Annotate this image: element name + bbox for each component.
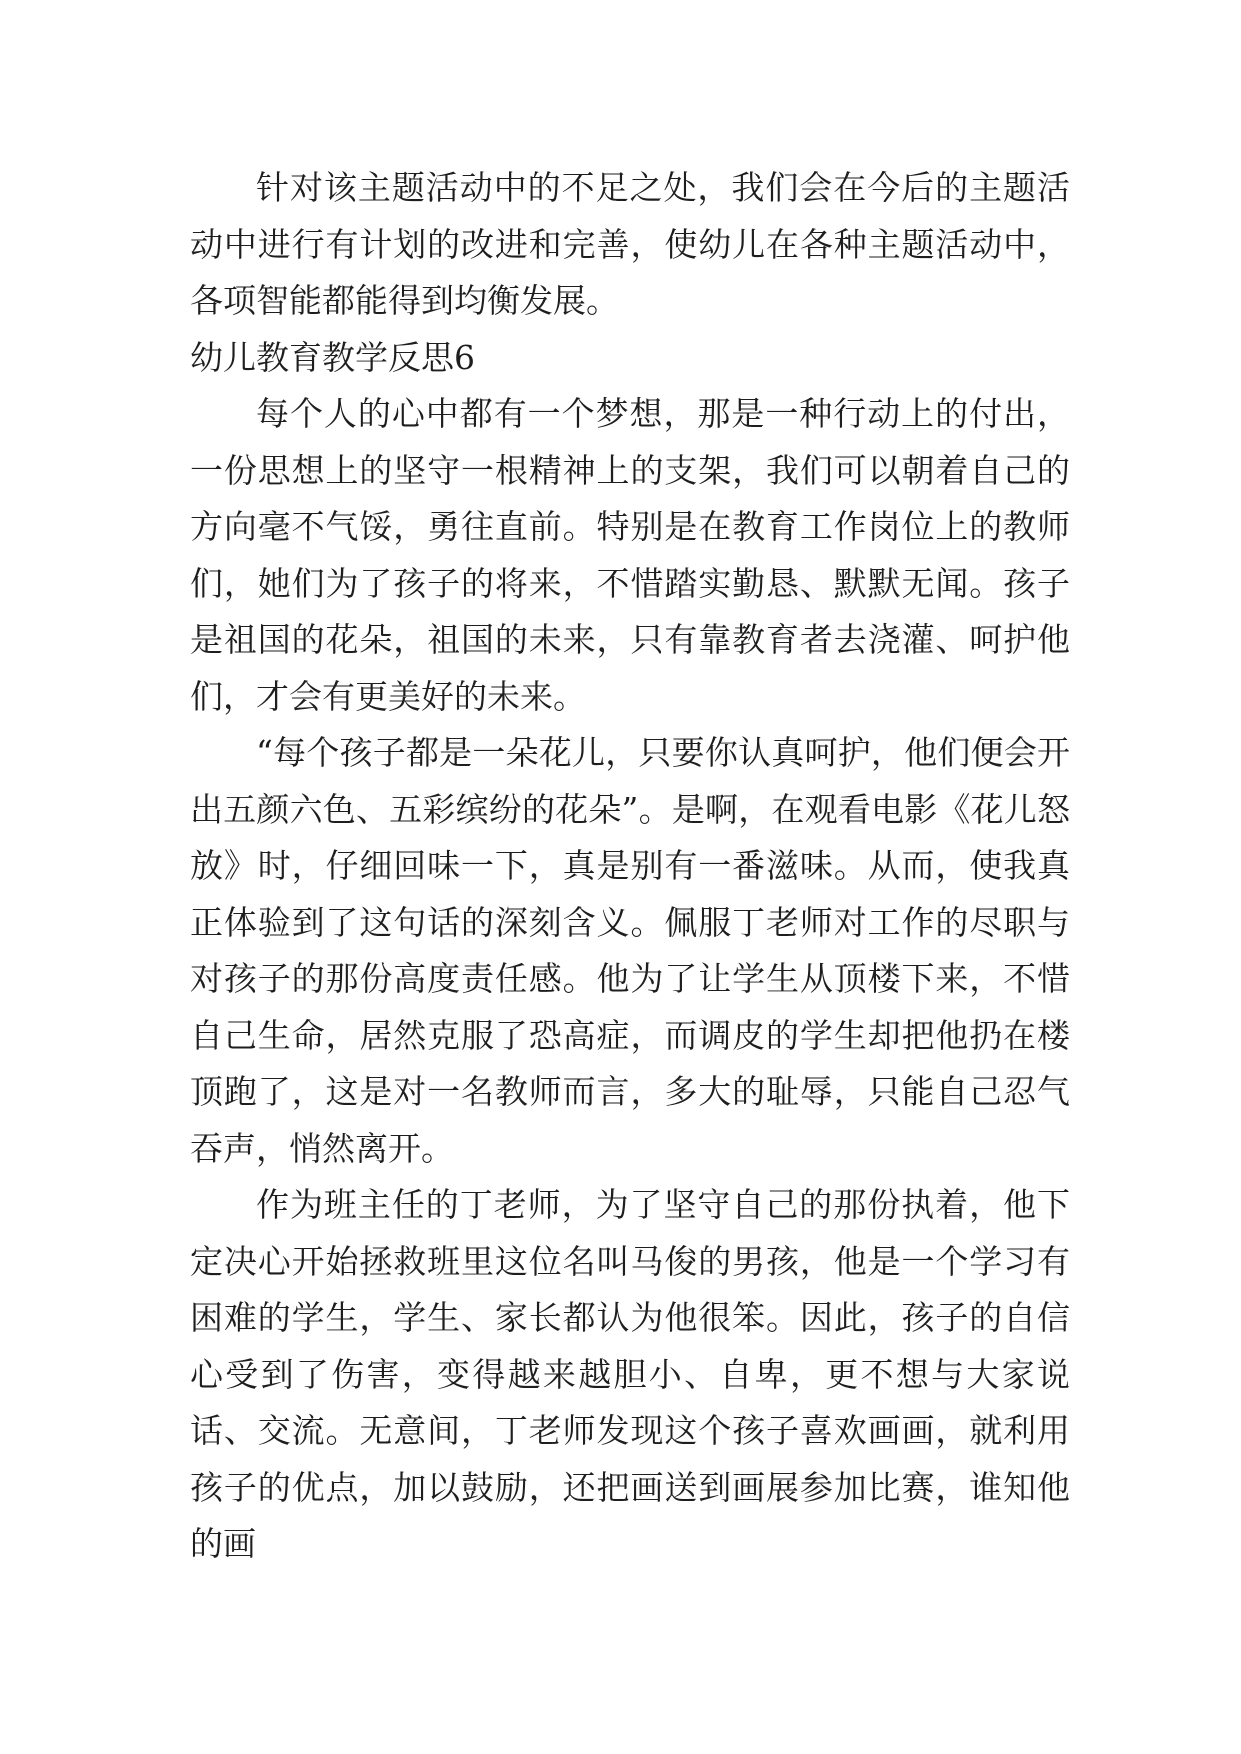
- paragraph-dream: 每个人的心中都有一个梦想，那是一种行动上的付出，一份思想上的坚守一根精神上的支架，我们可以朝着自己的方向毫不气馁，勇往直前。特别是在教育工作岗位上的教师们，她们为了孩子的将来，不惜踏实勤恳、默默无闻。孩子是祖国的花朵，祖国的未来，只有靠教育者去浇灌、呵护他们，才会有更美好的未来。: [190, 394, 1070, 716]
- section-heading: 幼儿教育教学反思6: [190, 337, 475, 377]
- paragraph-teacher: 作为班主任的丁老师，为了坚守自己的那份执着，他下定决心开始拯救班里这位名叫马俊的男孩，他是一个学习有困难的学生，学生、家长都认为他很笨。因此，孩子的自信心受到了伤害，变得越来越胆小、自卑，更不想与大家说话、交流。无意间，丁老师发现这个孩子喜欢画画，就利用孩子的优点，加以鼓励，还把画送到画展参加比赛，谁知他的画: [190, 1185, 1070, 1563]
- paragraph-film: “每个孩子都是一朵花儿，只要你认真呵护，他们便会开出五颜六色、五彩缤纷的花朵”。是啊，在观看电影《花儿怒放》时，仔细回味一下，真是别有一番滋味。从而，使我真正体验到了这句话的深刻含义。佩服丁老师对工作的尽职与对孩子的那份高度责任感。他为了让学生从顶楼下来，不惜自己生命，居然克服了恐高症，而调皮的学生却把他扔在楼顶跑了，这是对一名教师而言，多大的耻辱，只能自己忍气吞声，悄然离开。: [190, 733, 1070, 1168]
- paragraph-intro: 针对该主题活动中的不足之处，我们会在今后的主题活动中进行有计划的改进和完善，使幼儿在各种主题活动中，各项智能都能得到均衡发展。: [190, 168, 1070, 320]
- document-body: [190, 160, 1070, 1573]
